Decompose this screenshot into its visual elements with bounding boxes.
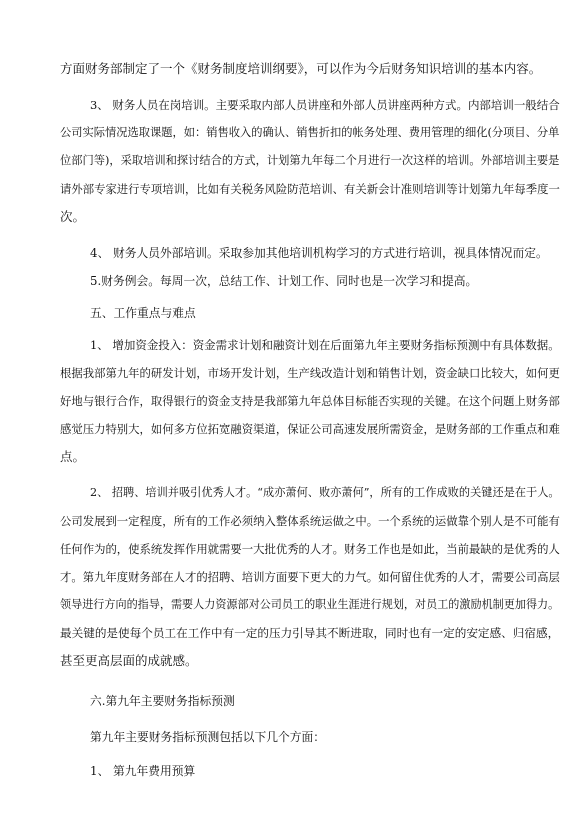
paragraph-line: 领导进行方向的指导，需要人力资源部对公司员工的职业生涯进行规划，对员工的激励机制更加得力。 bbox=[60, 598, 560, 611]
section-heading: 六.第九年主要财务指标预测 bbox=[90, 694, 235, 708]
paragraph-line: 公司发展到一定程度，所有的工作必须纳入整体系统运做之中。一个系统的运做靠个别人是不可能有 bbox=[60, 514, 560, 528]
paragraph-line: 甚至更高层面的成就感。 bbox=[60, 653, 198, 668]
paragraph-line: 点。 bbox=[60, 449, 86, 464]
section-heading: 五、工作重点与难点 bbox=[90, 306, 196, 320]
paragraph-line: 才。第九年度财务部在人才的招聘、培训方面要下更大的力气。如何留住优秀的人才，需要公司高层 bbox=[60, 570, 560, 584]
paragraph-line: 次。 bbox=[60, 209, 86, 224]
paragraph-line: 1、 增加资金投入：资金需求计划和融资计划在后面第九年主要财务指标预测中有具体数据。 bbox=[90, 338, 560, 352]
paragraph-line: 最关键的是使每个员工在工作中有一定的压力引导其不断进取，同时也有一定的安定感、归宿感， bbox=[60, 626, 560, 640]
paragraph-line: 感觉压力特别大，如何多方位拓宽融资渠道，保证公司高速发展所需资金，是财务部的工作重点和难 bbox=[60, 422, 560, 436]
paragraph-line: 好地与银行合作，取得银行的资金支持是我部第九年总体目标能否实现的关键。在这个问题上财务部 bbox=[60, 394, 560, 408]
paragraph-line: 方面财务部制定了一个《财务制度培训纲要》，可以作为今后财务知识培训的基本内容。 bbox=[60, 61, 542, 76]
paragraph-line: 4、 财务人员外部培训。采取参加其他培训机构学习的方式进行培训，视具体情况而定。 bbox=[90, 246, 548, 260]
paragraph-line: 3、 财务人员在岗培训。主要采取内部人员讲座和外部人员讲座两种方式。内部培训一般结合 bbox=[90, 98, 560, 112]
paragraph-line: 任何作为的，使系统发挥作用就需要一大批优秀的人才。财务工作也是如此，当前最缺的是优秀的人 bbox=[60, 542, 560, 556]
paragraph-line: 位部门等)，采取培训和探讨结合的方式，计划第九年每二个月进行一次这样的培训。外部培训主要是 bbox=[60, 154, 560, 167]
paragraph-line: 5.财务例会。每周一次，总结工作、计划工作、同时也是一次学习和提高。 bbox=[90, 274, 478, 288]
paragraph-line: 1、 第九年费用预算 bbox=[90, 764, 196, 778]
paragraph-line: 根据我部第九年的研发计划，市场开发计划，生产线改造计划和销售计划，资金缺口比较大，如何更 bbox=[60, 366, 560, 380]
paragraph-line: 请外部专家进行专项培训，比如有关税务风险防范培训、有关新会计准则培训等计划第九年每季度一 bbox=[60, 182, 560, 196]
paragraph-line: 第九年主要财务指标预测包括以下几个方面： bbox=[90, 730, 325, 744]
paragraph-line: 公司实际情况选取课题，如：销售收入的确认、销售折扣的帐务处理、费用管理的细化(分项目、分单 bbox=[60, 126, 560, 139]
paragraph-line: 2、 招聘、培训并吸引优秀人才。“成亦萧何、败亦萧何”，所有的工作成败的关键还是在于人。 bbox=[90, 486, 560, 499]
